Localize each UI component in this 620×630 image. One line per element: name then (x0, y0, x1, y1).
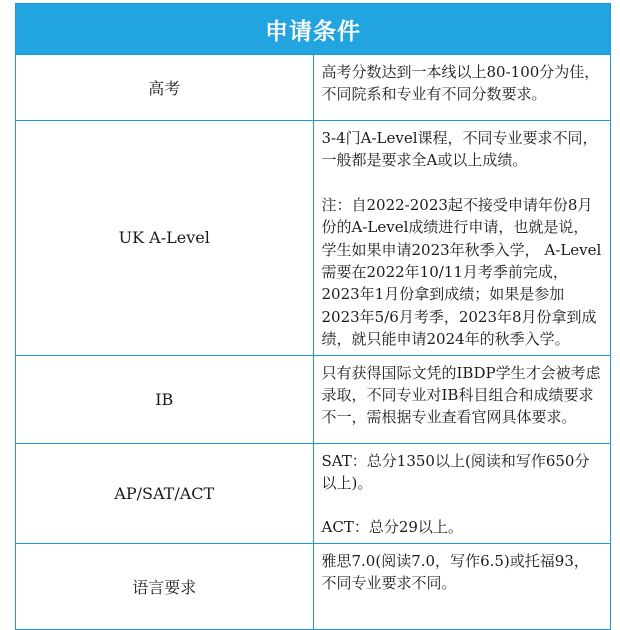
row-content-gaokao (313, 55, 611, 121)
a-level-note-text: 注：自2022-2023起不接受申请年份8月份的A-Level成绩进行申请，也就是说，学生如果申请2023年秋季入学， A-Level需要在2022年10/11月考季前完成，2023年1月份拿到成绩；如果是参加2023年5/6月考季，2023年8月份拿到成绩，就只能申请2024年的秋季入学。 (321, 195, 602, 349)
row-content-ib (313, 355, 611, 443)
ib-requirement-text: 只有获得国际文凭的IBDP学生才会被考虑录取，不同专业对IB科目组合和成绩要求不一，需根据专业查看官网具体要求。 (321, 363, 601, 427)
row-label-ap-sat-act: AP/SAT/ACT (16, 443, 314, 543)
requirements-table-wrapper (15, 3, 611, 597)
row-content-language (313, 543, 611, 629)
a-level-requirement-text: 3-4门A-Level课程，不同专业要求不同，一般都是要求全A或以上成绩。 (321, 129, 598, 170)
row-content-ap-sat-act (313, 443, 611, 543)
act-requirement-text: ACT：总分29以上。 (321, 518, 463, 537)
table-row-a-level (16, 121, 611, 356)
row-label-language: 语言要求 (16, 543, 314, 629)
row-content-a-level (313, 121, 611, 356)
table-row-ib (16, 355, 611, 443)
table-header-row (16, 4, 611, 55)
table-row-language (16, 543, 611, 629)
table-row-ap-sat-act (16, 443, 611, 543)
row-label-gaokao: 高考 (16, 55, 314, 121)
sat-requirement-text: SAT：总分1350以上(阅读和写作650分以上)。 (321, 451, 590, 493)
paragraph-gap (322, 172, 603, 194)
row-label-ib: IB (16, 355, 314, 443)
table-row-gaokao (16, 55, 611, 121)
paragraph-gap (322, 494, 603, 516)
requirements-table (15, 3, 611, 630)
gaokao-requirement-text: 高考分数达到一本线以上80-100分为佳，不同院系和专业有不同分数要求。 (321, 63, 600, 104)
table-title: 申请条件 (16, 4, 611, 55)
row-label-a-level: UK A-Level (16, 121, 314, 356)
language-requirement-text: 雅思7.0(阅读7.0，写作6.5)或托福93，不同专业要求不同。 (321, 551, 589, 593)
